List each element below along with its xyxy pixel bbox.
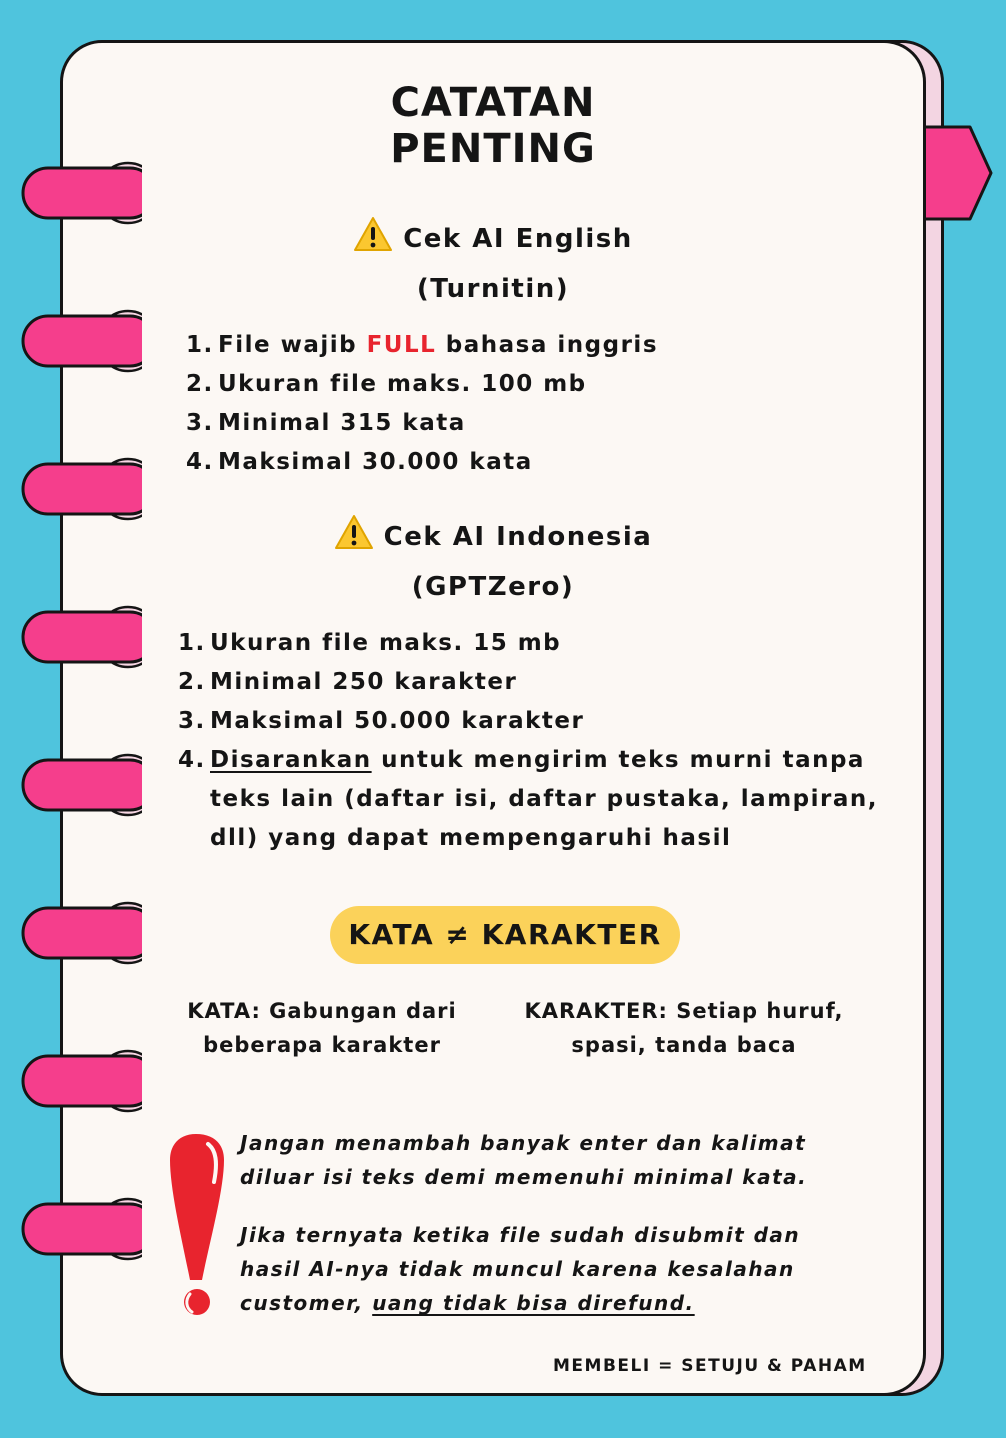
karakter-definition [506, 994, 862, 1062]
list-item [186, 365, 658, 404]
bookmark-ribbon [924, 124, 994, 222]
kata-karakter-pill: KATA ≠ KARAKTER [330, 906, 680, 964]
footer-agreement: MEMBELI = SETUJU & PAHAM [553, 1356, 867, 1376]
notice-paragraph-enter [240, 1126, 850, 1194]
page-title [60, 80, 926, 172]
list-text: Minimal 250 karakter [210, 669, 518, 695]
list-text: dll) yang dapat mempengaruhi hasil [210, 825, 732, 851]
underlined-text: Disarankan [210, 747, 372, 773]
list-number: 1. [178, 630, 206, 656]
definition-line: KARAKTER: Setiap huruf, [524, 999, 844, 1023]
title-line: PENTING [390, 126, 596, 172]
definition-line: KATA: Gabungan dari [187, 999, 457, 1023]
spiral-ring [20, 752, 142, 818]
list-item [186, 326, 658, 365]
list-number: 4. [186, 449, 214, 475]
list-text: Ukuran file maks. 100 mb [218, 371, 587, 397]
list-text: File wajib [218, 332, 367, 358]
list-number: 3. [178, 708, 206, 734]
notice-line: hasil AI-nya tidak muncul karena kesalahan [240, 1257, 795, 1281]
section-heading-indonesia [60, 512, 926, 562]
section-subheading-turnitin: (Turnitin) [416, 274, 570, 304]
spiral-ring [20, 308, 142, 374]
spiral-ring [20, 1196, 142, 1262]
list-item [178, 702, 878, 741]
list-text: Maksimal 50.000 karakter [210, 708, 585, 734]
kata-definition [170, 994, 474, 1062]
section-heading-english [60, 214, 926, 264]
title-line: CATATAN [390, 80, 596, 126]
list-item [178, 741, 878, 858]
list-number: 4. [178, 747, 206, 773]
list-number: 2. [178, 669, 206, 695]
english-rules-list [186, 326, 658, 482]
section-heading-text: Cek AI English [403, 224, 633, 254]
list-text: Minimal 315 kata [218, 410, 466, 436]
list-item [186, 443, 658, 482]
list-text: bahasa inggris [436, 332, 659, 358]
definition-line: beberapa karakter [203, 1033, 441, 1057]
list-text: Ukuran file maks. 15 mb [210, 630, 562, 656]
section-heading-text: Cek AI Indonesia [383, 522, 653, 552]
list-number: 2. [186, 371, 214, 397]
indonesia-rules-list [178, 624, 878, 858]
notice-line: Jika ternyata ketika file sudah disubmit dan [240, 1223, 801, 1247]
warning-icon [353, 216, 393, 252]
no-refund-text: uang tidak bisa direfund. [372, 1291, 695, 1315]
list-item [178, 663, 878, 702]
highlight-text: FULL [366, 332, 437, 358]
definition-line: spasi, tanda baca [571, 1033, 797, 1057]
notice-paragraph-refund [240, 1218, 850, 1320]
list-text: teks lain (daftar isi, daftar pustaka, lampiran, [210, 786, 878, 812]
list-text: untuk mengirim teks murni tanpa [371, 747, 865, 773]
spiral-ring [20, 1048, 142, 1114]
list-number: 3. [186, 410, 214, 436]
spiral-ring [20, 900, 142, 966]
list-item [178, 624, 878, 663]
list-item [186, 404, 658, 443]
notice-line: Jangan menambah banyak enter dan kalimat [240, 1131, 807, 1155]
spiral-ring [20, 604, 142, 670]
notice-text: customer, [240, 1291, 373, 1315]
notice-line: diluar isi teks demi memenuhi minimal kata. [240, 1165, 808, 1189]
exclamation-icon [168, 1130, 228, 1318]
list-number: 1. [186, 332, 214, 358]
section-subheading-gptzero: (GPTZero) [411, 572, 575, 602]
notice-line [240, 1286, 850, 1320]
list-text: Maksimal 30.000 kata [218, 449, 533, 475]
warning-icon [334, 514, 374, 550]
